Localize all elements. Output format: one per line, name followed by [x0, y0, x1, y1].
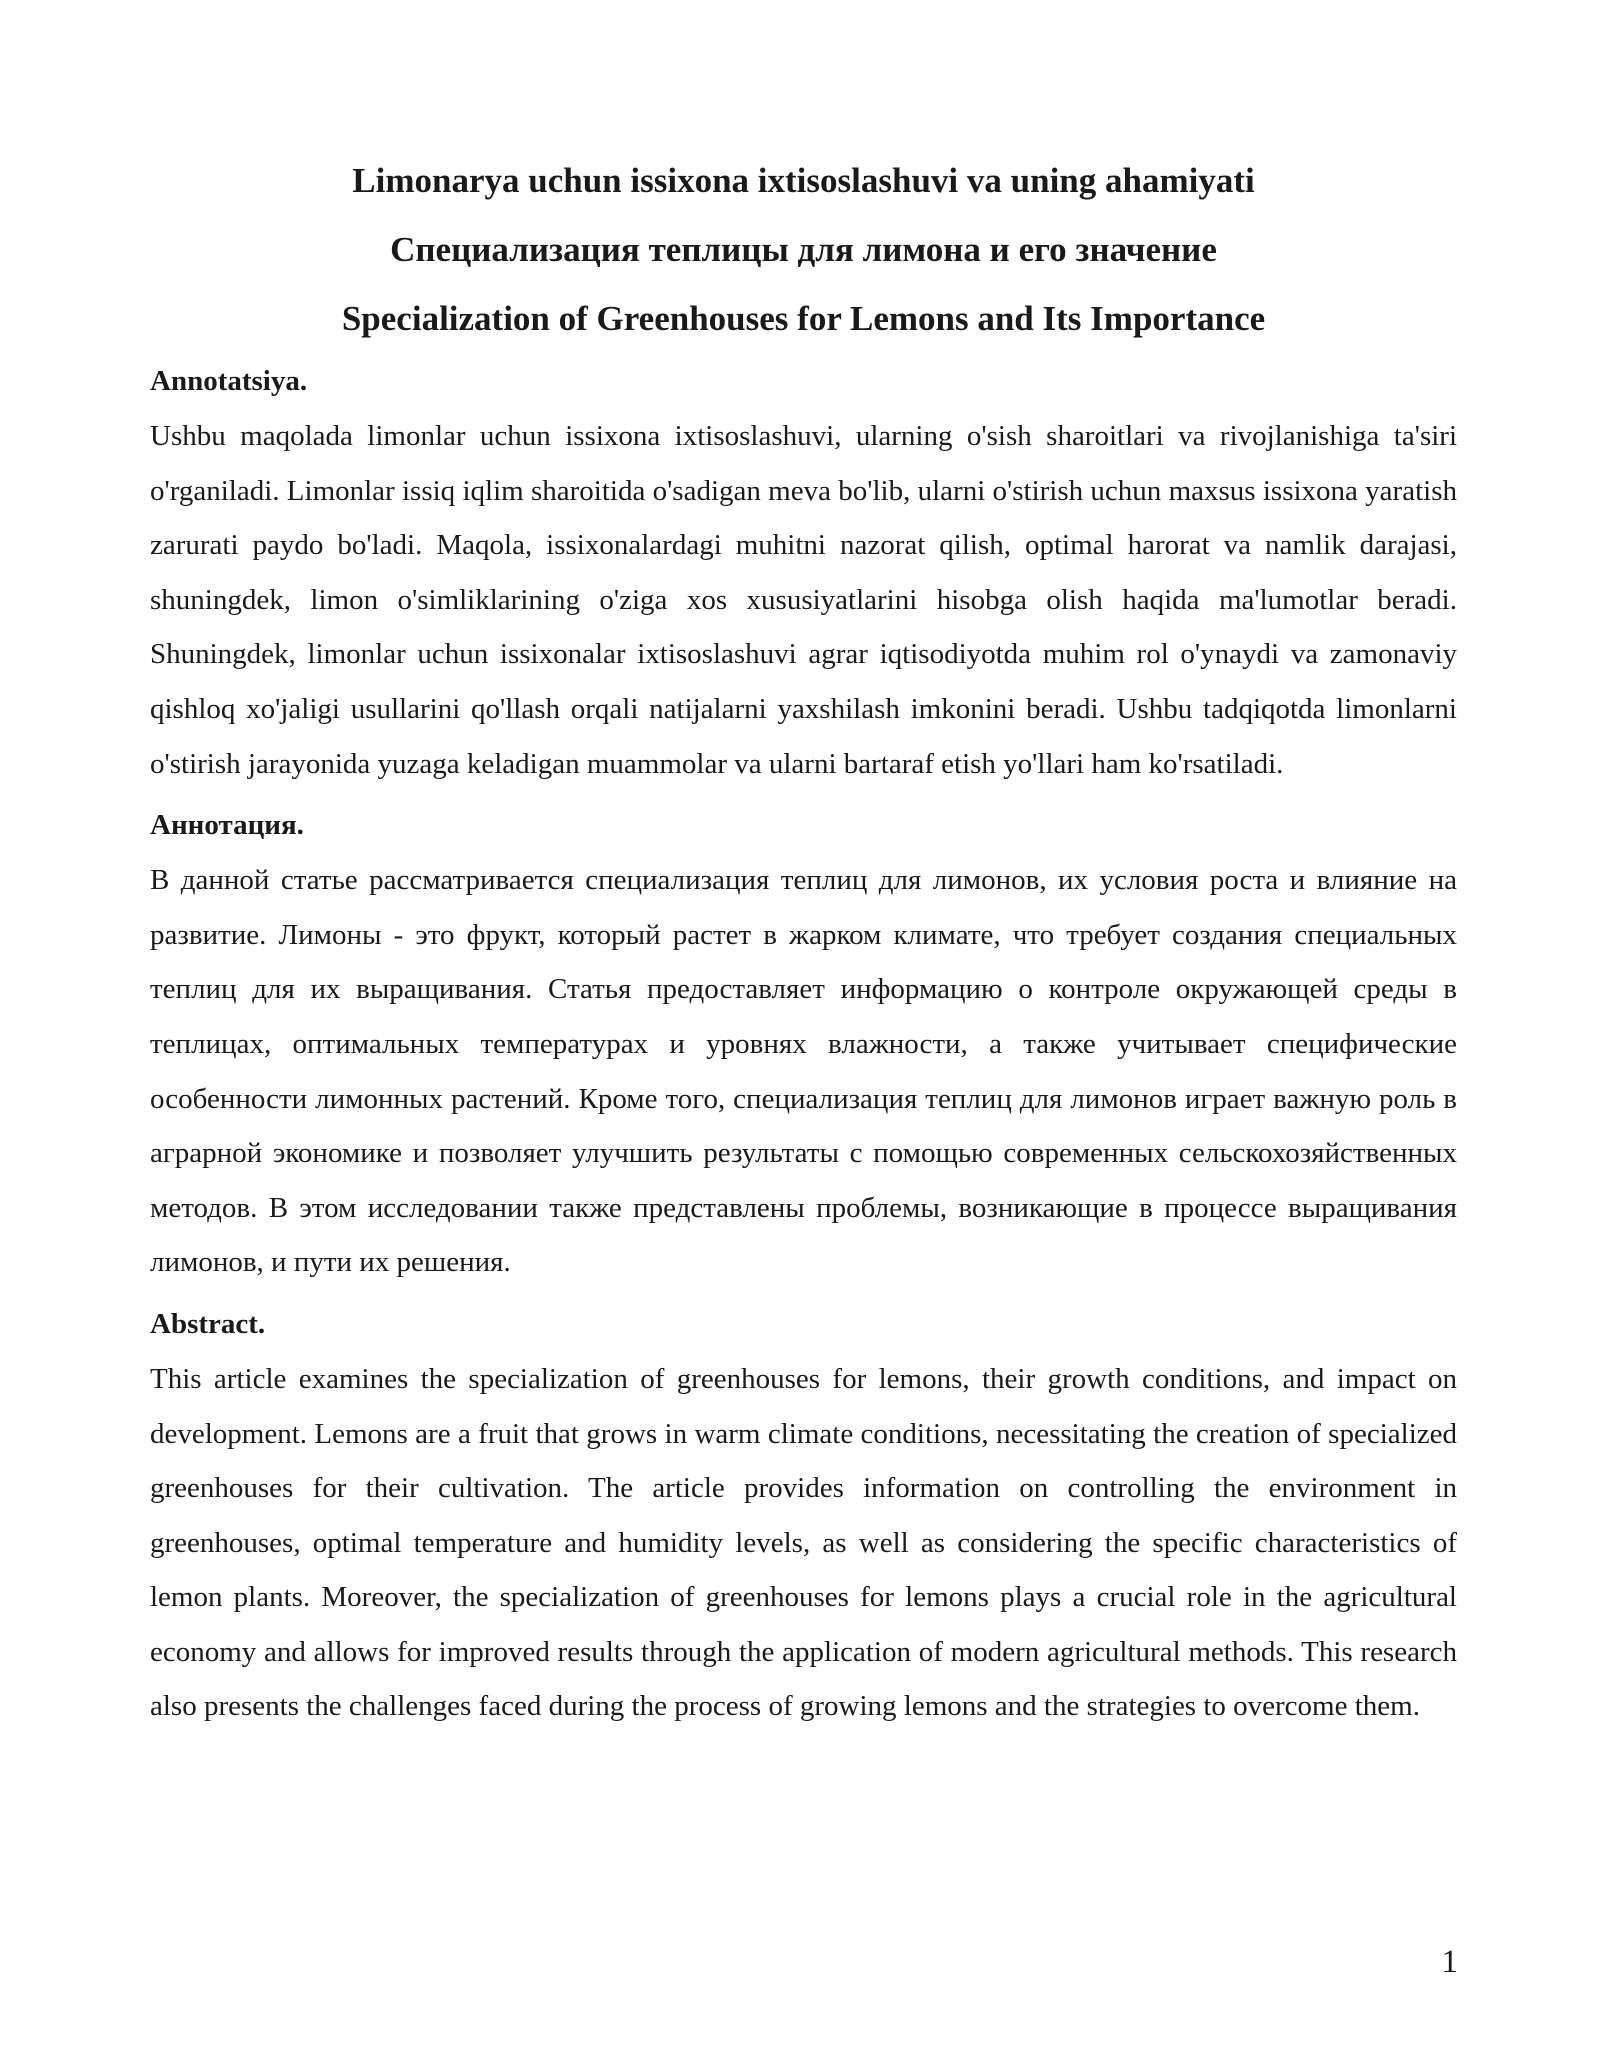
abstract-uzbek-heading: Annotatsiya. — [150, 365, 308, 397]
abstract-russian-heading: Аннотация. — [150, 809, 304, 842]
abstract-uzbek-section — [150, 353, 1457, 791]
title-english: Specialization of Greenhouses for Lemons and Its Importance — [341, 299, 1266, 338]
page-number: 1 — [1441, 1944, 1458, 1980]
abstract-russian-text: В данной статье рассматривается специализация теплиц для лимонов, их условия роста и влияние на развитие. Лимоны - это фрукт, который растет в жарком климате, что требует создания специальных теплиц для их выращивания. Статья предоставляет информацию о контроле окружающей среды в теплицах, оптимальных температурах и уровнях влажности, а также учитывает специфические особенности лимонных растений. Кроме того, специализация теплиц для лимонов играет важную роль в аграрной экономике и позволяет улучшить результаты с помощью современных сельскохозяйственных методов. В этом исследовании также представлены проблемы, возникающие в процессе выращивания лимонов, и пути их решения. — [150, 864, 1457, 1279]
title-uzbek: Limonarya uchun issixona ixtisoslashuvi va uning ahamiyati — [352, 161, 1255, 200]
title-russian: Специализация теплицы для лимона и его значение — [390, 230, 1217, 269]
abstract-english-section — [150, 1296, 1457, 1734]
document-page — [150, 146, 1457, 1740]
abstract-uzbek-text: Ushbu maqolada limonlar uchun issixona ixtisoslashuvi, ularning o'sish sharoitlari va rivojlanishiga ta'siri o'rganiladi. Limonlar issiq iqlim sharoitida o'sadigan meva bo'lib, ularni o'stirish uchun maxsus issixona yaratish zarurati paydo bo'ladi. Maqola, issixonalardagi muhitni nazorat qilish, optimal harorat va namlik darajasi, shuningdek, limon o'simliklarining o'ziga xos xususiyatlarini hisobga olish haqida ma'lumotlar beradi. Shuningdek, limonlar uchun issixonalar ixtisoslashuvi agrar iqtisodiyotda muhim rol o'ynaydi va zamonaviy qishloq xo'jaligi usullarini qo'llash orqali natijalarni yaxshilash imkonini beradi. Ushbu tadqiqotda limonlarni o'stirish jarayonida yuzaga keladigan muammolar va ularni bartaraf etish yo'llari ham ko'rsatiladi. — [150, 420, 1457, 780]
abstract-russian-section — [150, 797, 1457, 1290]
abstract-english-text: This article examines the specialization of greenhouses for lemons, their growth conditions, and impact on development. Lemons are a fruit that grows in warm climate conditions, necessitating the creation of specialized greenhouses for their cultivation. The article provides information on controlling the environment in greenhouses, optimal temperature and humidity levels, as well as considering the specific characteristics of lemon plants. Moreover, the specialization of greenhouses for lemons plays a crucial role in the agricultural economy and allows for improved results through the application of modern agricultural methods. This research also presents the challenges faced during the process of growing lemons and the strategies to overcome them. — [150, 1362, 1457, 1723]
abstract-english-heading: Abstract. — [150, 1307, 266, 1340]
